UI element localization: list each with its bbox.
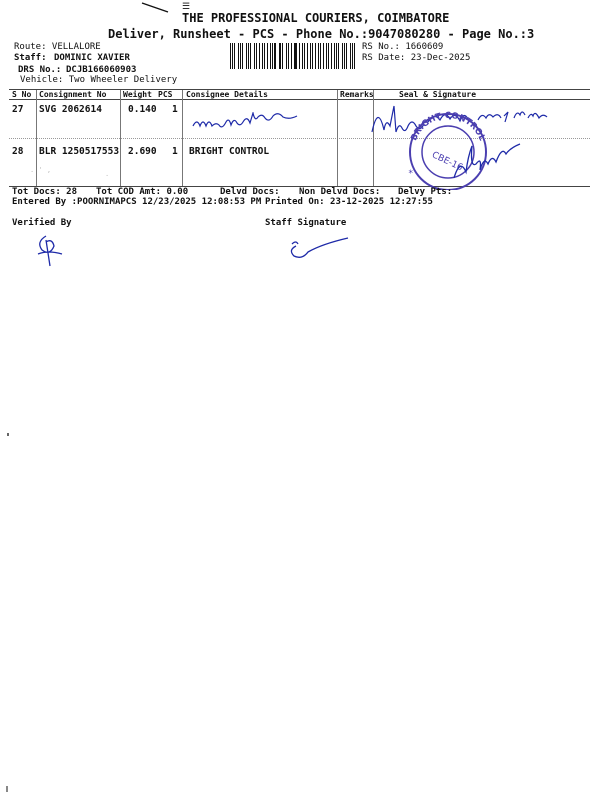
seal-signature-row28 xyxy=(446,138,526,186)
non-delivered-docs: Non Delvd Docs: xyxy=(299,187,381,197)
scan-dot xyxy=(6,786,8,792)
col-consignee: Consignee Details xyxy=(186,90,268,99)
barcode-bar xyxy=(230,43,231,69)
consignee-signature-row27 xyxy=(190,112,320,136)
barcode xyxy=(230,43,358,69)
page-subtitle: Deliver, Runsheet - PCS - Phone No.:9047080280 - Page No.:3 xyxy=(108,27,535,41)
col-consignment: Consignment No xyxy=(39,90,107,99)
delivery-points: Delvy Pts: xyxy=(398,187,453,197)
stamp-text-center: CBE-16 xyxy=(430,150,465,174)
barcode-bar xyxy=(310,43,311,69)
delivered-docs: Delvd Docs: xyxy=(220,187,280,197)
table-row-sno: 28 xyxy=(12,146,24,157)
table-row-consignment: BLR 1250517553 xyxy=(39,146,120,157)
header-stroke xyxy=(140,0,170,14)
rs-number: RS No.: 1660609 xyxy=(362,42,444,52)
barcode-bar xyxy=(334,43,335,69)
staff-value: DOMINIC XAVIER xyxy=(54,53,130,63)
barcode-bar xyxy=(295,43,296,69)
barcode-bar xyxy=(274,43,275,69)
barcode-bar xyxy=(238,43,239,69)
staff-signature-label: Staff Signature xyxy=(265,218,347,228)
barcode-bar xyxy=(250,43,251,69)
col-seal-signature: Seal & Signature xyxy=(399,90,477,99)
printed-on: Printed On: 23-12-2025 12:27:55 xyxy=(265,197,433,207)
table-row-consignee: BRIGHT CONTROL xyxy=(189,146,270,157)
tot-cod-amount: Tot COD Amt: 0.00 xyxy=(96,187,189,197)
barcode-bar xyxy=(302,43,303,69)
tot-docs: Tot Docs: 28 xyxy=(12,187,78,197)
barcode-bar xyxy=(267,43,268,69)
scan-dot xyxy=(7,433,9,436)
col-remarks: Remarks xyxy=(340,90,374,99)
barcode-bar xyxy=(328,43,329,69)
table-row-pcs: 1 xyxy=(172,146,178,157)
barcode-bar xyxy=(282,43,283,69)
barcode-bar xyxy=(264,43,265,69)
route-text: Route: VELLALORE xyxy=(14,42,101,52)
col-weight: Weight xyxy=(123,90,152,99)
barcode-bar xyxy=(320,43,321,69)
rs-date: RS Date: 23-Dec-2025 xyxy=(362,53,471,63)
barcode-bar xyxy=(354,43,355,69)
stamp-star: * xyxy=(408,169,414,179)
drs-label: DRS No.: xyxy=(18,65,62,75)
col-pcs: PCS xyxy=(158,90,173,99)
verified-signature xyxy=(32,232,72,268)
stamp-text-top: BRIGHT CONTROL xyxy=(409,110,487,143)
entered-by: Entered By :POORNIMAPCS 12/23/2025 12:08:53 PM xyxy=(12,197,262,207)
drs-value: DCJB166060903 xyxy=(66,65,137,75)
barcode-bar xyxy=(312,43,313,69)
staff-signature xyxy=(282,232,352,260)
verified-by-label: Verified By xyxy=(12,218,72,228)
table-row-weight: 0.140 xyxy=(128,104,157,115)
faint-mark: . ' , xyxy=(30,166,52,174)
vehicle-text: Vehicle: Two Wheeler Delivery xyxy=(20,75,178,85)
corner-mark: ☰ xyxy=(182,2,191,12)
barcode-bar xyxy=(346,43,347,69)
barcode-bar xyxy=(342,43,343,69)
table-row-consignment: SVG 2062614 xyxy=(39,104,102,115)
barcode-bar xyxy=(242,43,243,69)
table-row-pcs: 1 xyxy=(172,104,178,115)
staff-label: Staff: xyxy=(14,53,47,63)
page-title: THE PROFESSIONAL COURIERS, COIMBATORE xyxy=(182,11,450,25)
table-row-weight: 2.690 xyxy=(128,146,157,157)
table-row-sno: 27 xyxy=(12,104,24,115)
faint-mark: . xyxy=(105,170,110,178)
barcode-bar xyxy=(288,43,289,69)
col-sno: S No xyxy=(12,90,32,99)
barcode-bar xyxy=(256,43,257,69)
